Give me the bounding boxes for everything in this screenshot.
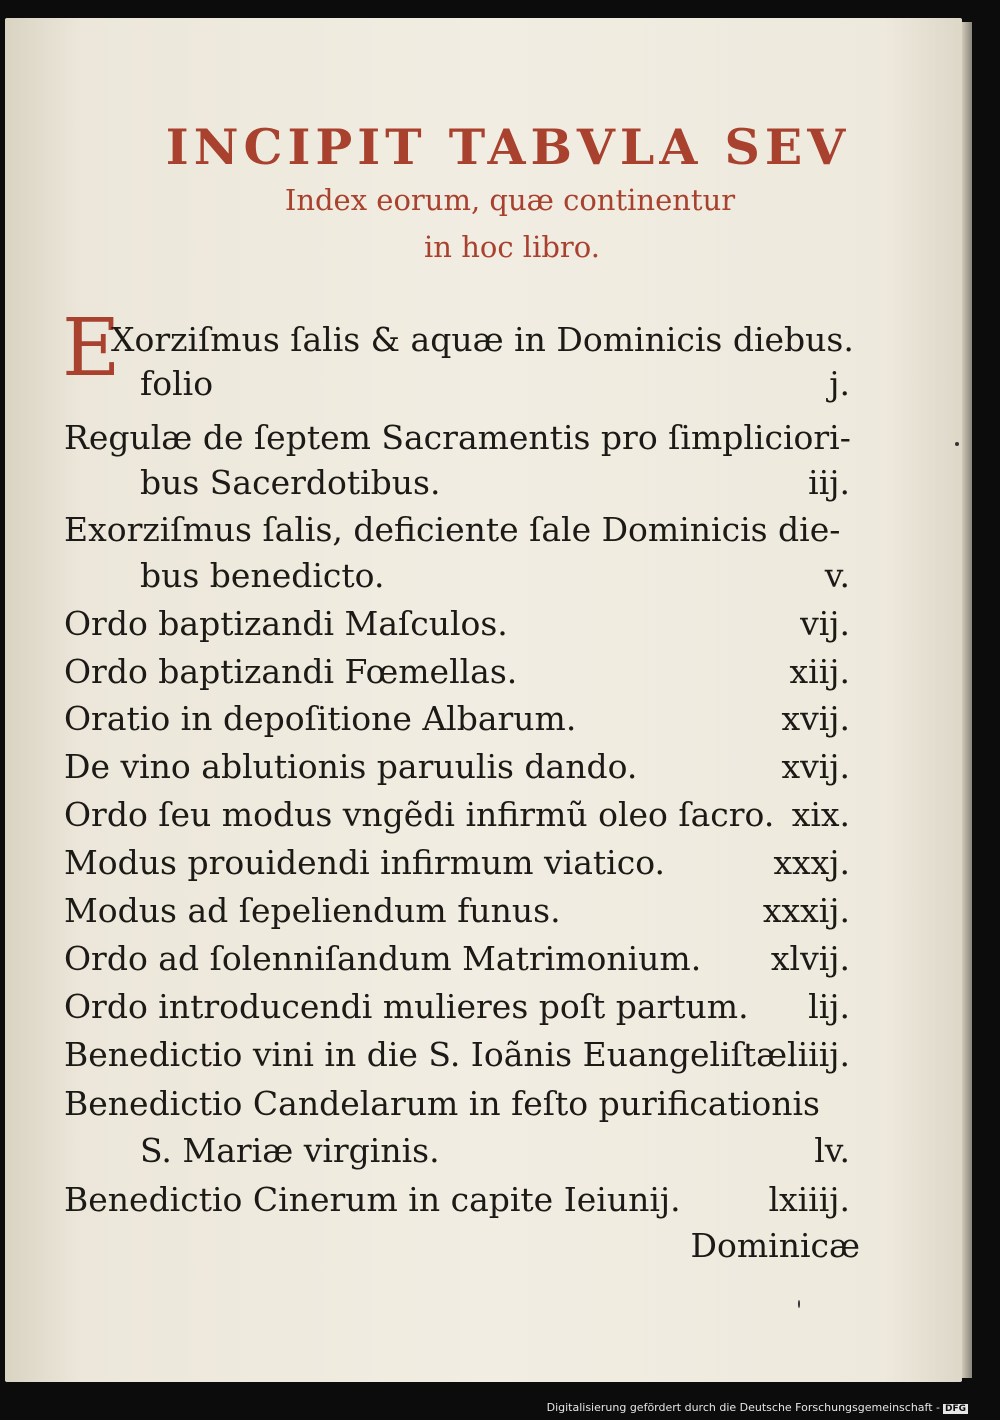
heading-subtitle: Index eorum, quæ continentur	[284, 183, 736, 217]
entry-folio: xvij.	[781, 699, 850, 738]
entry-folio: j.	[829, 364, 850, 403]
entry-folio: liiij.	[787, 1035, 850, 1074]
entry-title: S. Mariæ virginis.	[140, 1131, 440, 1170]
entry-folio: lij.	[808, 987, 850, 1026]
entry-folio: iij.	[808, 463, 850, 502]
entry-title: Ordo baptizandi Fœmellas.	[64, 652, 518, 691]
entry-title: Modus prouidendi infirmum viatico.	[64, 843, 665, 882]
entry-title: bus benedicto.	[140, 556, 385, 595]
entry-title: Ordo baptizandi Maſculos.	[64, 604, 508, 643]
ink-mark	[955, 442, 959, 446]
entry-folio: lxiiij.	[768, 1180, 850, 1219]
entry-folio: xxxj.	[773, 843, 850, 882]
dfg-logo-icon: DFG	[944, 1404, 966, 1414]
footer-credit	[547, 1401, 968, 1414]
entry-title: Benedictio Cinerum in capite Ieiunij.	[64, 1180, 681, 1219]
decorated-initial: E	[62, 301, 121, 394]
page-edge	[962, 22, 972, 1378]
entry-folio: xxxij.	[762, 891, 850, 930]
entry-folio: v.	[824, 556, 850, 595]
entry-title: Regulæ de ſeptem Sacramentis pro ſimpliciori-	[64, 418, 851, 457]
entry-folio: lv.	[814, 1131, 850, 1170]
entry-folio: xvij.	[781, 747, 850, 786]
entry-title: folio	[140, 364, 214, 403]
entry-title: Xorziſmus ſalis & aquæ in Dominicis diebus.	[111, 320, 854, 359]
entry-title: Ordo introducendi mulieres poſt partum.	[64, 987, 749, 1026]
entry-title: Ordo ſeu modus vngẽdi infirmũ oleo ſacro.	[64, 795, 775, 834]
heading-subtitle-2: in hoc libro.	[424, 230, 600, 264]
entry-title: Benedictio Candelarum in feſto purificationis	[64, 1084, 820, 1123]
ink-mark	[798, 1300, 800, 1308]
footer-text: Digitalisierung gefördert durch die Deutsche Forschungsgemeinschaft -	[546, 1401, 940, 1414]
entry-folio: xlvij.	[770, 939, 850, 978]
entry-folio: vij.	[800, 604, 850, 643]
entry-folio: xix.	[791, 795, 850, 834]
entry-title: De vino ablutionis paruulis dando.	[64, 747, 638, 786]
entry-title: Exorziſmus ſalis, deficiente ſale Dominicis die-	[64, 510, 841, 549]
entry-title: bus Sacerdotibus.	[140, 463, 441, 502]
catchword: Dominicæ	[690, 1226, 860, 1265]
entry-title: Benedictio vini in die S. Ioãnis Euangeliſtæ.	[64, 1035, 798, 1074]
entry-title: Oratio in depoſitione Albarum.	[64, 699, 577, 738]
entry-title: Ordo ad ſolenniſandum Matrimonium.	[64, 939, 702, 978]
entry-folio: xiij.	[789, 652, 850, 691]
entry-title: Modus ad ſepeliendum funus.	[64, 891, 561, 930]
heading-title: INCIPIT TABVLA SEV	[165, 118, 851, 176]
